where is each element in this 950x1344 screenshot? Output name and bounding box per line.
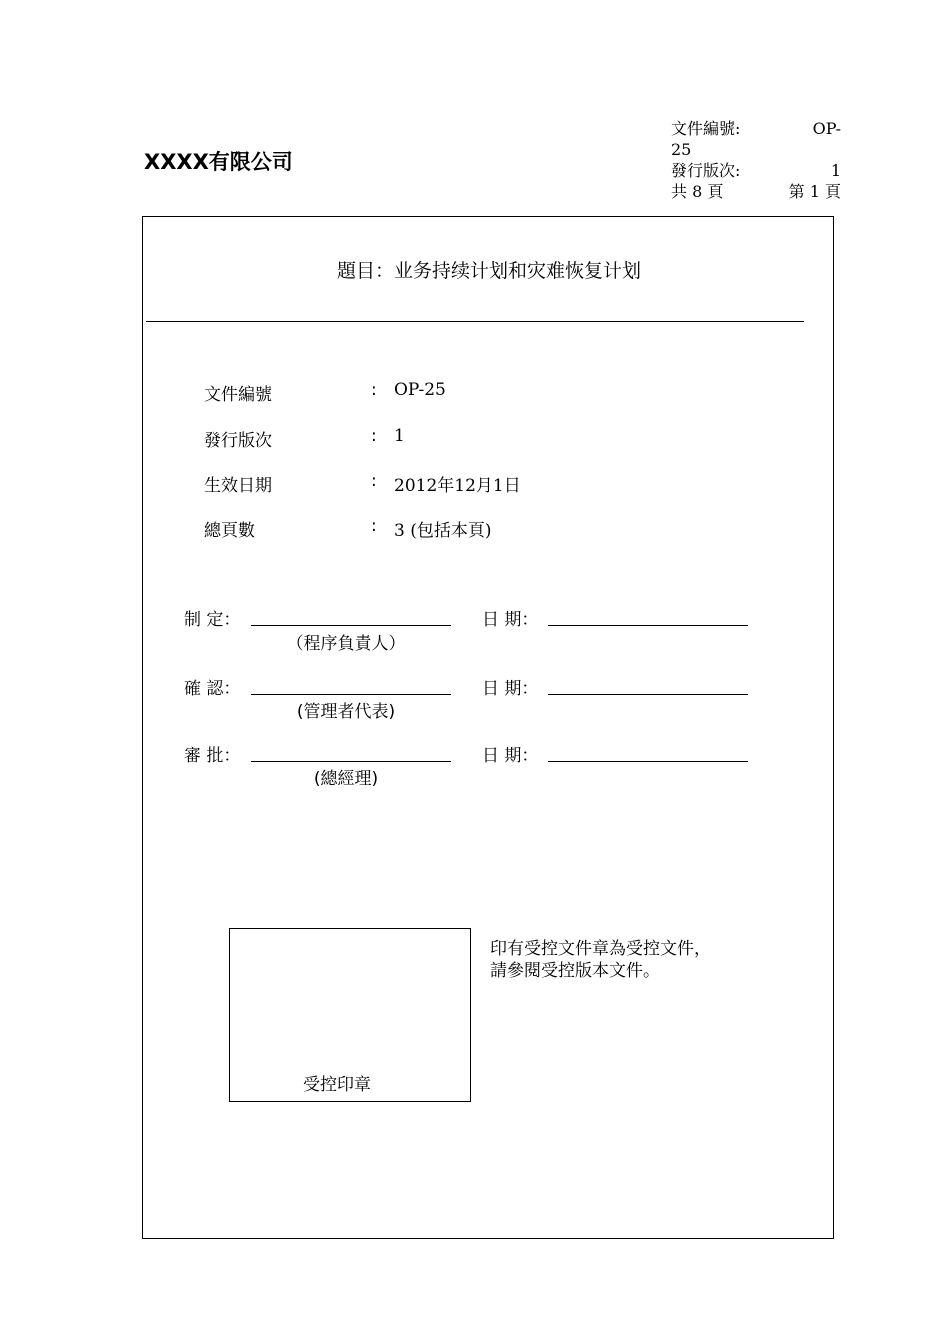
document-title: 題目：业务持续计划和灾难恢复计划 bbox=[336, 260, 641, 282]
version-value: 1 bbox=[830, 161, 841, 180]
doc-number-value-cont: 25 bbox=[671, 140, 692, 159]
control-stamp-note-line: 印有受控文件章為受控文件， bbox=[490, 939, 711, 959]
sig-label-confirmed: 確 認： bbox=[184, 679, 241, 699]
doc-number-value: OP- bbox=[812, 119, 841, 138]
date-line-confirmed bbox=[548, 694, 748, 695]
info-value-effective-date: 2012年12月1日 bbox=[394, 476, 521, 496]
page-current: 第 1 頁 bbox=[788, 182, 841, 201]
signature-line-prepared bbox=[251, 625, 451, 626]
info-label-total-pages: 總頁數 bbox=[204, 521, 255, 541]
pages-total: 共 8 頁 bbox=[671, 182, 724, 201]
control-stamp-label: 受控印章 bbox=[303, 1075, 371, 1095]
signature-line-confirmed bbox=[251, 694, 451, 695]
company-name: XXXX有限公司 bbox=[144, 150, 293, 174]
sig-label-prepared: 制 定： bbox=[184, 610, 241, 630]
title-divider bbox=[146, 321, 804, 322]
info-label-doc-number: 文件編號 bbox=[204, 385, 272, 405]
info-colon: : bbox=[371, 426, 377, 446]
info-colon: : bbox=[371, 516, 377, 536]
info-colon: : bbox=[371, 380, 377, 400]
control-stamp-note-line: 請參閱受控版本文件。 bbox=[490, 961, 660, 981]
info-value-version: 1 bbox=[394, 426, 405, 446]
info-label-effective-date: 生效日期 bbox=[204, 476, 272, 496]
document-meta bbox=[671, 118, 841, 202]
info-colon: : bbox=[371, 471, 377, 491]
info-value-total-pages: 3 (包括本頁) bbox=[394, 521, 492, 541]
date-line-approved bbox=[548, 761, 748, 762]
date-label-prepared: 日 期： bbox=[482, 610, 539, 630]
signature-line-approved bbox=[251, 761, 451, 762]
version-label: 發行版次: bbox=[671, 161, 741, 180]
control-stamp-note bbox=[490, 938, 770, 982]
sig-label-approved: 審 批： bbox=[184, 746, 241, 766]
info-label-version: 發行版次 bbox=[204, 431, 272, 451]
doc-number-label: 文件編號: bbox=[671, 119, 741, 138]
sig-role-prepared: （程序負責人） bbox=[286, 634, 406, 654]
date-label-confirmed: 日 期： bbox=[482, 679, 539, 699]
sig-role-confirmed: (管理者代表) bbox=[296, 702, 396, 722]
date-line-prepared bbox=[548, 625, 748, 626]
date-label-approved: 日 期： bbox=[482, 746, 539, 766]
sig-role-approved: (總經理) bbox=[313, 769, 379, 789]
info-value-doc-number: OP-25 bbox=[394, 380, 446, 400]
